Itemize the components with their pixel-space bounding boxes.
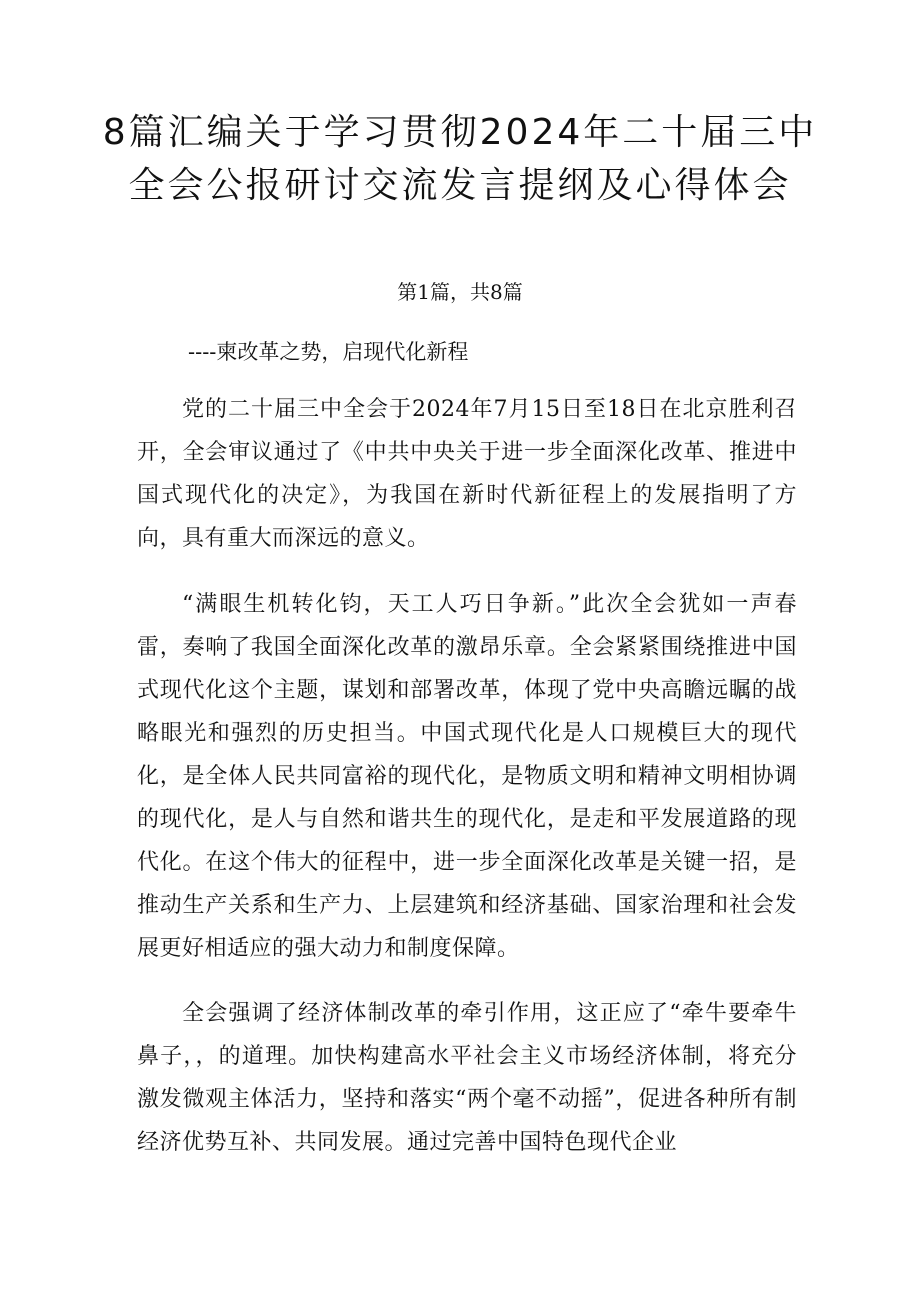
document-title-line-2: 全会公报研讨交流发言提纲及心得体会	[128, 165, 792, 206]
document-title-line-1: 8篇汇编关于学习贯彻2024年二十届三中	[102, 112, 818, 153]
paragraph-2: “满眼生机转化钧，天工人巧日争新。”此次全会犹如一声春雷，奏响了我国全面深化改革的激昂乐章。全会紧紧围绕推进中国式现代化这个主题，谋划和部署改革，体现了党中央高瞻远瞩的战略眼光和强烈的历史担当。中国式现代化是人口规模巨大的现代化，是全体人民共同富裕的现代化，是物质文明和精神文明相协调的现代化，是人与自然和谐共生的现代化，是走和平发展道路的现代化。在这个伟大的征程中，进一步全面深化改革是关键一招，是推动生产关系和生产力、上层建筑和经济基础、国家治理和社会发展更好相适应的强大动力和制度保障。	[137, 592, 797, 961]
article-subtitle: ----柬改革之势，启现代化新程	[188, 340, 469, 364]
paragraph-1: 党的二十届三中全会于2024年7月15日至18日在北京胜利召开，全会审议通过了《中共中央关于进一步全面深化改革、推进中国式现代化的决定》，为我国在新时代新征程上的发展指明了方向，具有重大而深远的意义。	[137, 397, 797, 551]
section-number: 第1篇，共8篇	[397, 280, 523, 304]
paragraph-3: 全会强调了经济体制改革的牵引作用，这正应了“牵牛要牵牛鼻子，，的道理。加快构建高水平社会主义市场经济体制，将充分激发微观主体活力，坚持和落实“两个毫不动摇”，促进各种所有制经济优势互补、共同发展。通过完善中国特色现代企业	[137, 1001, 797, 1155]
